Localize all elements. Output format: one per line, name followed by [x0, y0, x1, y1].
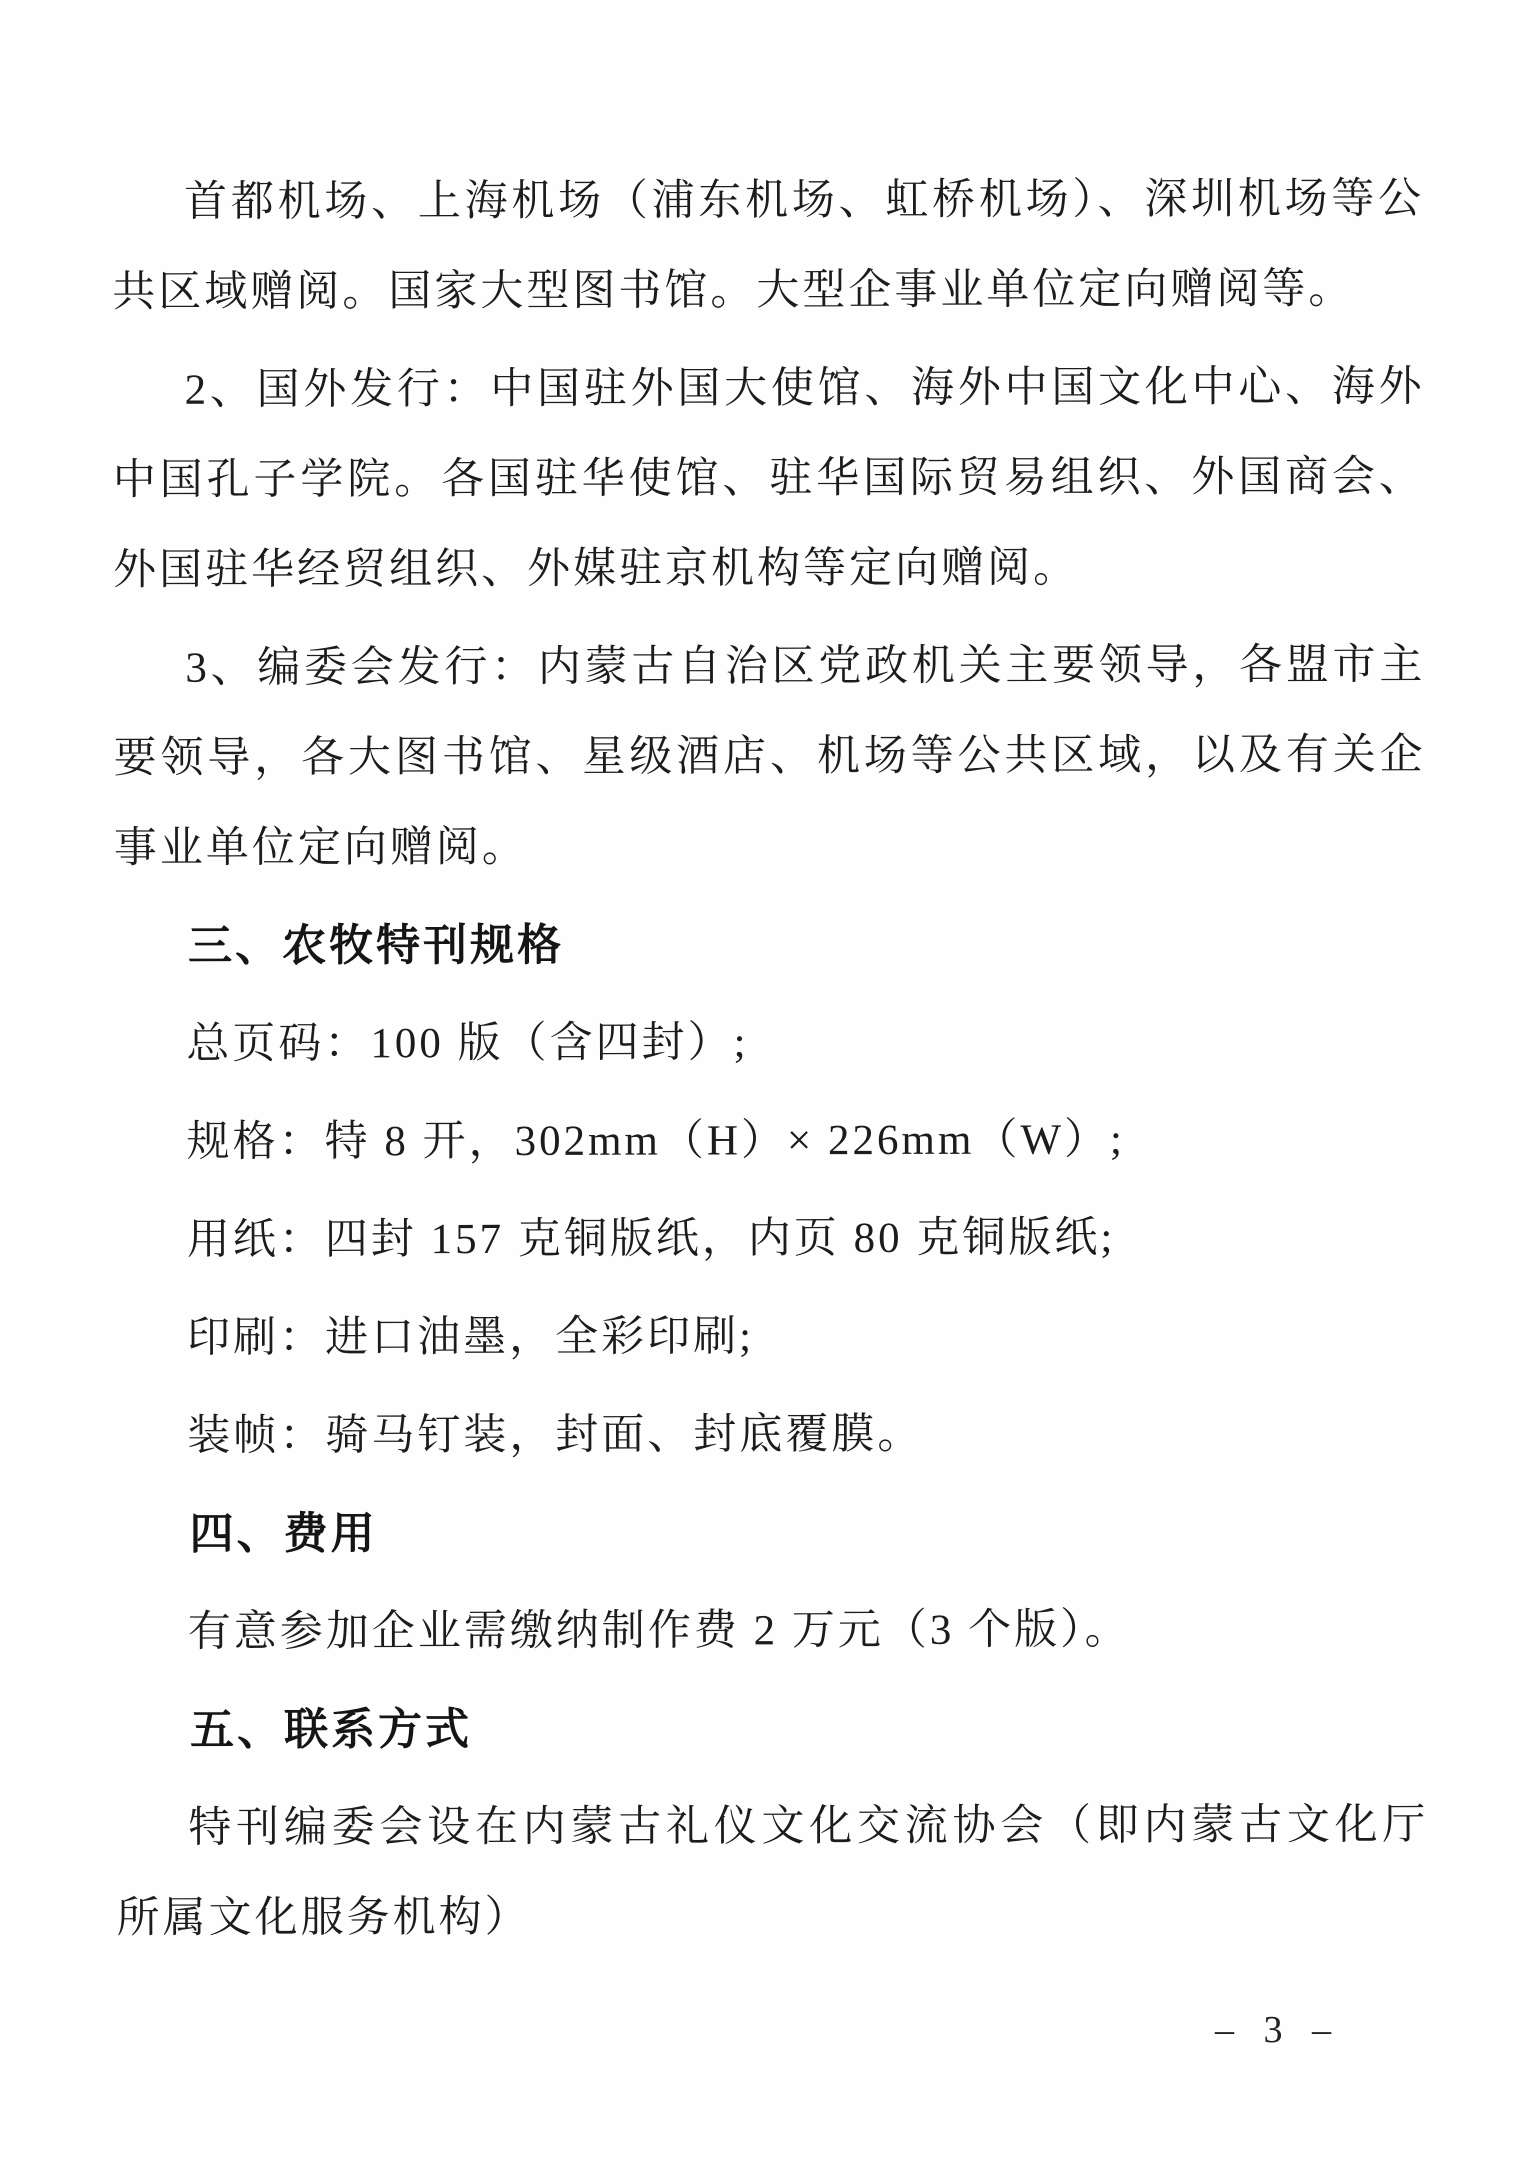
paragraph: 有意参加企业需缴纳制作费 2 万元（3 个版）。	[187, 1606, 1131, 1656]
section-heading: 五、联系方式	[190, 1705, 473, 1755]
paragraph: 用纸：四封 157 克铜版纸，内页 80 克铜版纸;	[186, 1214, 1116, 1264]
section-heading: 三、农牧特刊规格	[187, 920, 565, 971]
page-number: – 3 –	[1215, 2009, 1341, 2051]
paragraph: 总页码：100 版（含四封）;	[186, 1019, 749, 1068]
document-body	[112, 155, 1429, 1972]
paragraph: 首都机场、上海机场（浦东机场、虹桥机场）、深圳机场等公共区域赠阅。国家大型图书馆。大型企事业单位定向赠阅等。	[112, 175, 1425, 316]
paragraph: 3、编委会发行：内蒙古自治区党政机关主要领导，各盟市主要领导，各大图书馆、星级酒店、机场等公共区域，以及有关企事业单位定向赠阅。	[113, 641, 1426, 872]
paragraph: 规格：特 8 开，302mm（H）× 226mm（W）;	[186, 1116, 1126, 1166]
section-heading: 四、费用	[189, 1509, 378, 1559]
paragraph: 印刷：进口油墨，全彩印刷;	[187, 1313, 755, 1362]
paragraph: 2、国外发行：中国驻外国大使馆、海外中国文化中心、海外中国孔子学院。各国驻华使馆、驻华国际贸易组织、外国商会、外国驻华经贸组织、外媒驻京机构等定向赠阅。	[112, 363, 1425, 594]
paragraph: 特刊编委会设在内蒙古礼仪文化交流协会（即内蒙古文化厅所属文化服务机构）	[116, 1801, 1429, 1942]
paragraph: 装帧：骑马钉装，封面、封底覆膜。	[187, 1410, 924, 1460]
